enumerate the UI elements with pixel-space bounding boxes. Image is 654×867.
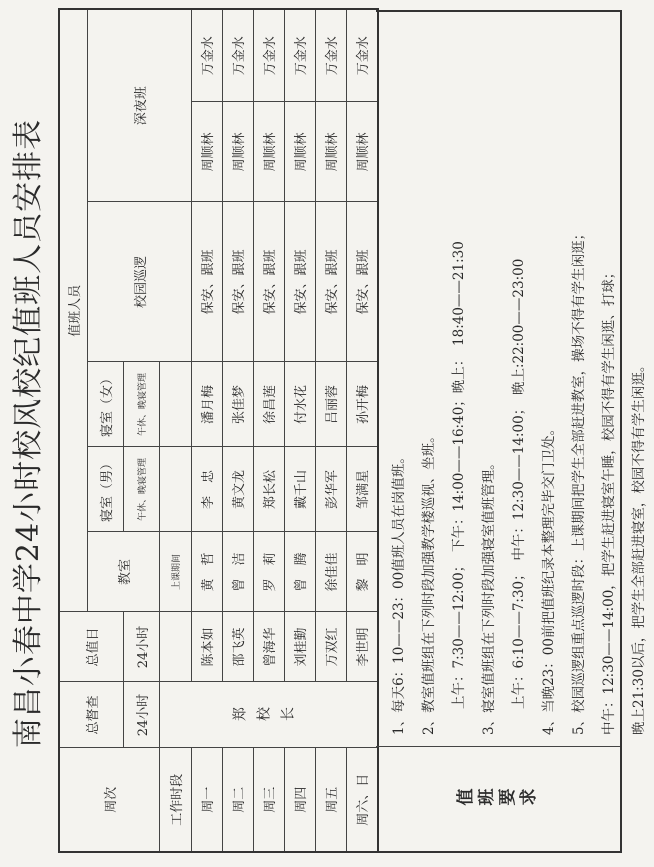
row-day: 周四 [284, 748, 315, 852]
row-night2: 万金水 [222, 9, 253, 102]
row-teaching: 曾 洁 [222, 532, 253, 612]
row-general: 李世明 [346, 612, 378, 682]
col-head-week: 周次 [59, 748, 159, 852]
row-night2: 万金水 [191, 9, 222, 102]
requirements-label: 值班要求 [376, 746, 620, 851]
row-dorm-f: 张佳梦 [222, 362, 253, 447]
requirement-line: 晚上21:30以后，把学生全部赶进寝室，校园不得有学生闲逛。 [631, 358, 647, 735]
duty-schedule-table [58, 8, 379, 853]
dorm-m-empty [159, 447, 191, 532]
row-night2: 万金水 [315, 9, 346, 102]
requirement-line: 中午：12:30——14:00，把学生赶进寝室午睡，校园不得有学生闲逛、打球； [601, 265, 617, 735]
row-general: 曾海华 [253, 612, 284, 682]
row-night2: 万金水 [346, 9, 378, 102]
row-dorm-m: 戴千山 [284, 447, 315, 532]
row-dorm-m: 黄文龙 [222, 447, 253, 532]
row-night1: 周顺林 [346, 102, 378, 202]
row-teaching: 罗 莉 [253, 532, 284, 612]
requirements-section [376, 10, 647, 853]
header-row [59, 9, 87, 852]
row-patrol: 保安、跟班 [222, 202, 253, 362]
general-empty [159, 612, 191, 682]
general-hours: 24小时 [123, 612, 159, 682]
row-general: 陈本如 [191, 612, 222, 682]
requirement-line: 1、每天6：10——23：00值班人员在岗值班。 [391, 450, 407, 735]
row-patrol: 保安、跟班 [315, 202, 346, 362]
row-night1: 周顺林 [284, 102, 315, 202]
row-day: 周一 [191, 748, 222, 852]
row-night2: 万金水 [284, 9, 315, 102]
col-head-dorm-f: 寝室（女） [87, 362, 123, 447]
requirement-line: 5、校园巡逻组重点巡逻时段：上课期间把学生全部赶进教室，操场不得有学生闲逛； [571, 226, 587, 735]
col-head-on-duty: 值班人员 [59, 9, 87, 612]
row-patrol: 保安、跟班 [191, 202, 222, 362]
row-dorm-m: 邹满星 [346, 447, 378, 532]
row-dorm-f: 潘月梅 [191, 362, 222, 447]
row-dorm-m: 郑长松 [253, 447, 284, 532]
teaching-hours: 上课期间 [159, 532, 191, 612]
row-dorm-m: 李 忠 [191, 447, 222, 532]
row-teaching: 黄 哲 [191, 532, 222, 612]
row-dorm-f: 付水花 [284, 362, 315, 447]
col-head-patrol: 校园巡逻 [87, 202, 191, 362]
row-general: 万双红 [315, 612, 346, 682]
row-night2: 万金水 [253, 9, 284, 102]
row-day: 周五 [315, 748, 346, 852]
col-head-dorm-m: 寝室（男） [87, 447, 123, 532]
row-day: 周二 [222, 748, 253, 852]
row-dorm-f: 吕丽蓉 [315, 362, 346, 447]
requirement-line: 4、当晚23：00前把值班纪录本整理完毕交门卫处。 [541, 422, 557, 735]
requirement-line: 上午：7:30——12:00； 下午：14:00——16:40；晚上： 18:40——21:30 [451, 241, 467, 709]
col-head-general: 总值日 [59, 612, 123, 682]
dorm-f-hours: 午休、晚寝管理 [123, 362, 159, 447]
dorm-f-empty [159, 362, 191, 447]
row-patrol: 保安、跟班 [346, 202, 378, 362]
row-general: 邵飞英 [222, 612, 253, 682]
row-day: 周三 [253, 748, 284, 852]
row-teaching: 黎 明 [346, 532, 378, 612]
requirements-list [384, 15, 654, 735]
row-dorm-f: 徐昌莲 [253, 362, 284, 447]
director-name: 郑校长 [159, 682, 378, 748]
col-head-teaching: 教室 [87, 532, 159, 612]
row-dorm-m: 彭华军 [315, 447, 346, 532]
row-teaching: 曾 腾 [284, 532, 315, 612]
row-general: 刘桂勤 [284, 612, 315, 682]
row-patrol: 保安、跟班 [284, 202, 315, 362]
row-night1: 周顺林 [191, 102, 222, 202]
col-head-night: 深夜班 [87, 9, 191, 202]
row-day: 周六、日 [346, 748, 378, 852]
requirement-line: 3、寝室值班组在下列时段加强寝室值班管理。 [481, 456, 497, 735]
dorm-m-hours: 午休、晚寝管理 [123, 447, 159, 532]
row-night1: 周顺林 [315, 102, 346, 202]
director-hours: 24小时 [123, 682, 159, 748]
col-head-director: 总督查 [59, 682, 123, 748]
work-period-label: 工作时段 [159, 748, 191, 852]
page-title: 南昌小春中学24小时校风校纪值班人员安排表 [11, 118, 46, 749]
requirement-line: 2、教室值班组在下列时段加强教学楼巡视、坐班。 [421, 429, 437, 735]
requirement-line: 上午：6:10——7:30； 中午：12:30——14:00； 晚上:22:00——23:00 [511, 258, 527, 709]
row-dorm-f: 孙开梅 [346, 362, 378, 447]
row-night1: 周顺林 [253, 102, 284, 202]
row-night1: 周顺林 [222, 102, 253, 202]
row-teaching: 徐佳佳 [315, 532, 346, 612]
row-patrol: 保安、跟班 [253, 202, 284, 362]
